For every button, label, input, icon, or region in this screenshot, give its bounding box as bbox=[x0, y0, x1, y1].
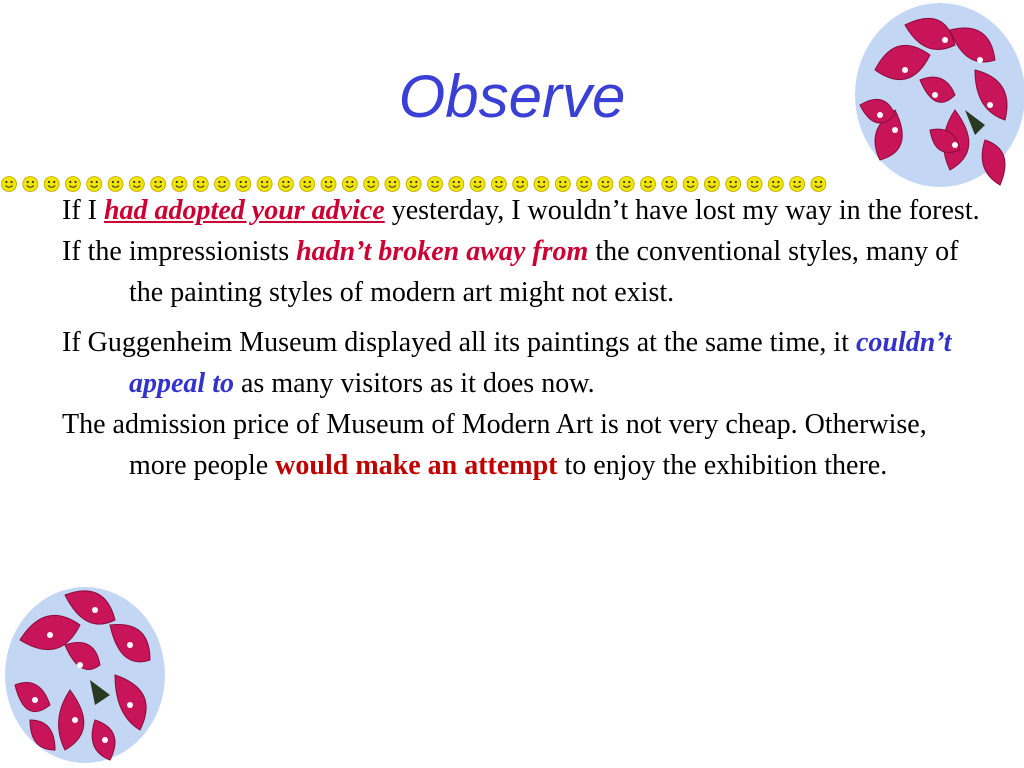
sentence-text: The admission price of Museum of Modern Art is not very cheap. Otherwise, more people bbox=[62, 409, 927, 481]
smiley-icon bbox=[44, 177, 59, 192]
highlight-phrase: had adopted your advice bbox=[103, 195, 385, 226]
sentence-text: If the impressionists bbox=[62, 236, 297, 267]
highlight-phrase: hadn’t broken away from bbox=[296, 236, 589, 267]
body-text bbox=[62, 190, 982, 486]
sentence-2 bbox=[62, 231, 982, 313]
highlight-phrase: couldn’t appeal to bbox=[129, 327, 952, 399]
sentence-text: the conventional styles, many of the painting styles of modern art might not exist. bbox=[129, 236, 959, 308]
sentence-4 bbox=[62, 404, 982, 486]
sentence-text: as many visitors as it does now. bbox=[234, 368, 595, 399]
highlight-phrase: would make an attempt bbox=[275, 450, 558, 481]
slide-title: Observe bbox=[398, 63, 626, 130]
smiley-icon bbox=[2, 177, 17, 192]
sentence-3 bbox=[62, 322, 982, 404]
flower-icon bbox=[0, 580, 170, 768]
sentence-text: yesterday, I wouldn’t have lost my way in the forest. bbox=[384, 195, 980, 226]
sentence-text: If I bbox=[62, 195, 104, 226]
smiley-icon bbox=[23, 177, 38, 192]
sentence-text: If Guggenheim Museum displayed all its paintings at the same time, it bbox=[62, 327, 856, 358]
sentence-text: to enjoy the exhibition there. bbox=[557, 450, 888, 481]
sentence-1 bbox=[62, 190, 982, 231]
